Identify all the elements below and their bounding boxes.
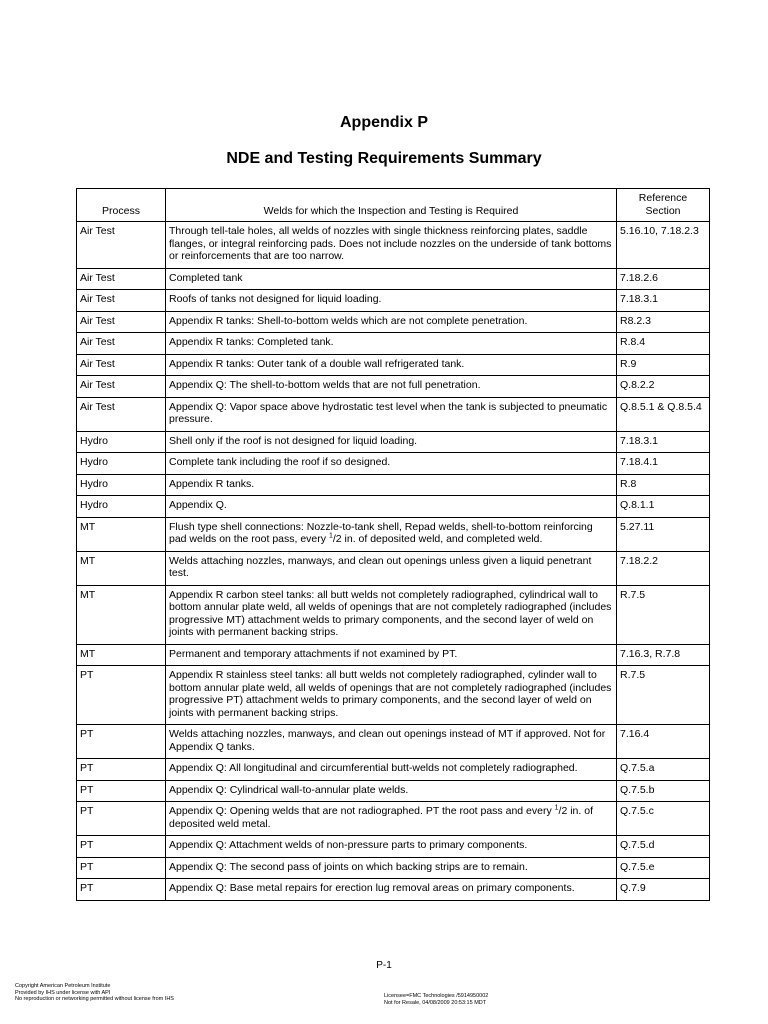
cell-reference: 7.18.2.2 bbox=[617, 551, 710, 585]
page-number: P-1 bbox=[376, 960, 392, 971]
cell-welds: Appendix R carbon steel tanks: all butt welds not completely radiographed, cylindrical wall to bottom annular plate weld, all welds of openings that are not completely radiographed (includes progressive MT) attachment welds to primary components, and the second layer of weld on joints with permanent backing strips. bbox=[166, 585, 617, 644]
cell-process: Air Test bbox=[77, 376, 166, 398]
cell-reference: 5.27.11 bbox=[617, 517, 710, 551]
cell-reference: Q.8.2.2 bbox=[617, 376, 710, 398]
footer-line: Provided by IHS under license with API bbox=[15, 989, 111, 996]
cell-process: PT bbox=[77, 836, 166, 858]
table-row bbox=[77, 585, 710, 644]
cell-welds: Appendix Q: Attachment welds of non-pressure parts to primary components. bbox=[166, 836, 617, 858]
cell-welds: Appendix R stainless steel tanks: all butt welds not completely radiographed, cylinder wall to bottom annular plate weld, all welds of openings that are not completely radiographed (includes progressive PT) attachment welds to primary components, and the second layer of weld on joints with permanent backing strips. bbox=[166, 666, 617, 725]
cell-welds: Appendix R tanks: Outer tank of a double wall refrigerated tank. bbox=[166, 354, 617, 376]
fraction-numerator: 1 bbox=[554, 804, 559, 812]
table-row bbox=[77, 354, 710, 376]
table-row bbox=[77, 453, 710, 475]
table-row bbox=[77, 268, 710, 290]
table-row bbox=[77, 551, 710, 585]
cell-reference: R.8.4 bbox=[617, 333, 710, 355]
table-row bbox=[77, 780, 710, 802]
cell-welds: Permanent and temporary attachments if not examined by PT. bbox=[166, 644, 617, 666]
column-header-process: Process bbox=[77, 189, 166, 222]
cell-process: MT bbox=[77, 644, 166, 666]
cell-welds bbox=[166, 517, 617, 551]
table-header-row bbox=[77, 189, 710, 222]
cell-process: PT bbox=[77, 725, 166, 759]
cell-process: Hydro bbox=[77, 474, 166, 496]
appendix-heading: Appendix P bbox=[339, 114, 428, 131]
cell-welds: Appendix Q: The shell-to-bottom welds that are not full penetration. bbox=[166, 376, 617, 398]
cell-reference: 7.18.3.1 bbox=[617, 431, 710, 453]
cell-reference: R8.2.3 bbox=[617, 311, 710, 333]
cell-welds: Appendix Q. bbox=[166, 496, 617, 518]
cell-process: PT bbox=[77, 759, 166, 781]
cell-welds-text: Flush type shell connections: Nozzle-to-tank shell, Repad welds, shell-to-bottom reinforcing pad welds on the root pass, every bbox=[169, 520, 593, 545]
cell-reference: 7.18.4.1 bbox=[617, 453, 710, 475]
cell-reference: Q.7.5.b bbox=[617, 780, 710, 802]
cell-welds: Complete tank including the roof if so designed. bbox=[166, 453, 617, 475]
column-header-welds: Welds for which the Inspection and Testing is Required bbox=[166, 189, 617, 222]
cell-welds: Appendix Q: The second pass of joints on which backing strips are to remain. bbox=[166, 857, 617, 879]
cell-welds: Welds attaching nozzles, manways, and clean out openings unless given a liquid penetrant test. bbox=[166, 551, 617, 585]
table-row bbox=[77, 879, 710, 901]
cell-reference: Q.8.5.1 & Q.8.5.4 bbox=[617, 397, 710, 431]
cell-process: Hydro bbox=[77, 453, 166, 475]
footer-line: Copyright American Petroleum Institute bbox=[15, 983, 111, 989]
cell-reference: Q.7.5.d bbox=[617, 836, 710, 858]
cell-process: Air Test bbox=[77, 311, 166, 333]
cell-process: Hydro bbox=[77, 496, 166, 518]
cell-process: Air Test bbox=[77, 290, 166, 312]
cell-welds: Appendix R tanks: Completed tank. bbox=[166, 333, 617, 355]
cell-process: PT bbox=[77, 802, 166, 836]
cell-reference: R.7.5 bbox=[617, 666, 710, 725]
cell-reference: Q.8.1.1 bbox=[617, 496, 710, 518]
cell-process: PT bbox=[77, 666, 166, 725]
cell-welds bbox=[166, 802, 617, 836]
table-body bbox=[77, 222, 710, 901]
cell-reference: Q.7.5.e bbox=[617, 857, 710, 879]
footer-license bbox=[384, 993, 488, 1006]
cell-reference: 5.16.10, 7.18.2.3 bbox=[617, 222, 710, 269]
cell-welds-text-after: /2 in. of deposited weld, and completed weld. bbox=[332, 533, 543, 545]
footer-copyright bbox=[15, 983, 174, 1003]
table-row bbox=[77, 725, 710, 759]
column-header-reference: Reference Section bbox=[617, 189, 710, 222]
table-row bbox=[77, 836, 710, 858]
cell-welds: Appendix Q: Vapor space above hydrostatic test level when the tank is subjected to pneumatic pressure. bbox=[166, 397, 617, 431]
table-row bbox=[77, 222, 710, 269]
footer-line: Licensee=FMC Technologies /5914950002 bbox=[384, 993, 489, 999]
cell-reference: R.7.5 bbox=[617, 585, 710, 644]
table-row bbox=[77, 397, 710, 431]
footer-line: Not for Resale, 04/08/2009 20:53:15 MDT bbox=[384, 999, 487, 1006]
cell-welds: Through tell-tale holes, all welds of nozzles with single thickness reinforcing plates, saddle flanges, or integral reinforcing pads. Does not include nozzles on the underside of tank bottoms or reinforcements that are too narrow. bbox=[166, 222, 617, 269]
cell-reference: 7.16.3, R.7.8 bbox=[617, 644, 710, 666]
table-row bbox=[77, 431, 710, 453]
cell-welds: Welds attaching nozzles, manways, and clean out openings instead of MT if approved. Not for Appendix Q tanks. bbox=[166, 725, 617, 759]
cell-reference: Q.7.5.c bbox=[617, 802, 710, 836]
table-row bbox=[77, 290, 710, 312]
cell-reference: R.8 bbox=[617, 474, 710, 496]
cell-process: MT bbox=[77, 517, 166, 551]
table-row bbox=[77, 759, 710, 781]
table-row bbox=[77, 644, 710, 666]
cell-process: Air Test bbox=[77, 354, 166, 376]
cell-process: Air Test bbox=[77, 222, 166, 269]
cell-process: PT bbox=[77, 857, 166, 879]
table-row bbox=[77, 857, 710, 879]
cell-process: Air Test bbox=[77, 268, 166, 290]
cell-process: Air Test bbox=[77, 397, 166, 431]
table-row bbox=[77, 802, 710, 836]
footer-line: No reproduction or networking permitted without license from IHS bbox=[15, 996, 174, 1002]
page-title: NDE and Testing Requirements Summary bbox=[226, 150, 542, 167]
table-row bbox=[77, 333, 710, 355]
cell-reference: Q.7.9 bbox=[617, 879, 710, 901]
cell-process: Air Test bbox=[77, 333, 166, 355]
cell-process: Hydro bbox=[77, 431, 166, 453]
cell-reference: 7.18.2.6 bbox=[617, 268, 710, 290]
cell-welds: Appendix Q: All longitudinal and circumferential butt-welds not completely radiographed. bbox=[166, 759, 617, 781]
cell-reference: Q.7.5.a bbox=[617, 759, 710, 781]
cell-welds: Appendix Q: Cylindrical wall-to-annular plate welds. bbox=[166, 780, 617, 802]
nde-requirements-table bbox=[76, 188, 710, 901]
table-row bbox=[77, 496, 710, 518]
cell-process: PT bbox=[77, 879, 166, 901]
table-row bbox=[77, 311, 710, 333]
cell-welds: Appendix Q: Base metal repairs for erection lug removal areas on primary components. bbox=[166, 879, 617, 901]
cell-reference: R.9 bbox=[617, 354, 710, 376]
table-row bbox=[77, 376, 710, 398]
cell-welds-text: Appendix Q: Opening welds that are not radiographed. PT the root pass and every bbox=[169, 805, 555, 817]
cell-process: MT bbox=[77, 551, 166, 585]
fraction-numerator: 1 bbox=[328, 532, 333, 540]
cell-welds: Shell only if the roof is not designed for liquid loading. bbox=[166, 431, 617, 453]
cell-process: PT bbox=[77, 780, 166, 802]
cell-reference: 7.16.4 bbox=[617, 725, 710, 759]
table-row bbox=[77, 666, 710, 725]
cell-welds: Appendix R tanks. bbox=[166, 474, 617, 496]
cell-welds: Roofs of tanks not designed for liquid loading. bbox=[166, 290, 617, 312]
table-row bbox=[77, 474, 710, 496]
cell-process: MT bbox=[77, 585, 166, 644]
cell-welds: Appendix R tanks: Shell-to-bottom welds which are not complete penetration. bbox=[166, 311, 617, 333]
cell-welds-text-after: /2 in. of deposited weld metal. bbox=[169, 805, 593, 830]
table-row bbox=[77, 517, 710, 551]
cell-reference: 7.18.3.1 bbox=[617, 290, 710, 312]
cell-welds: Completed tank bbox=[166, 268, 617, 290]
